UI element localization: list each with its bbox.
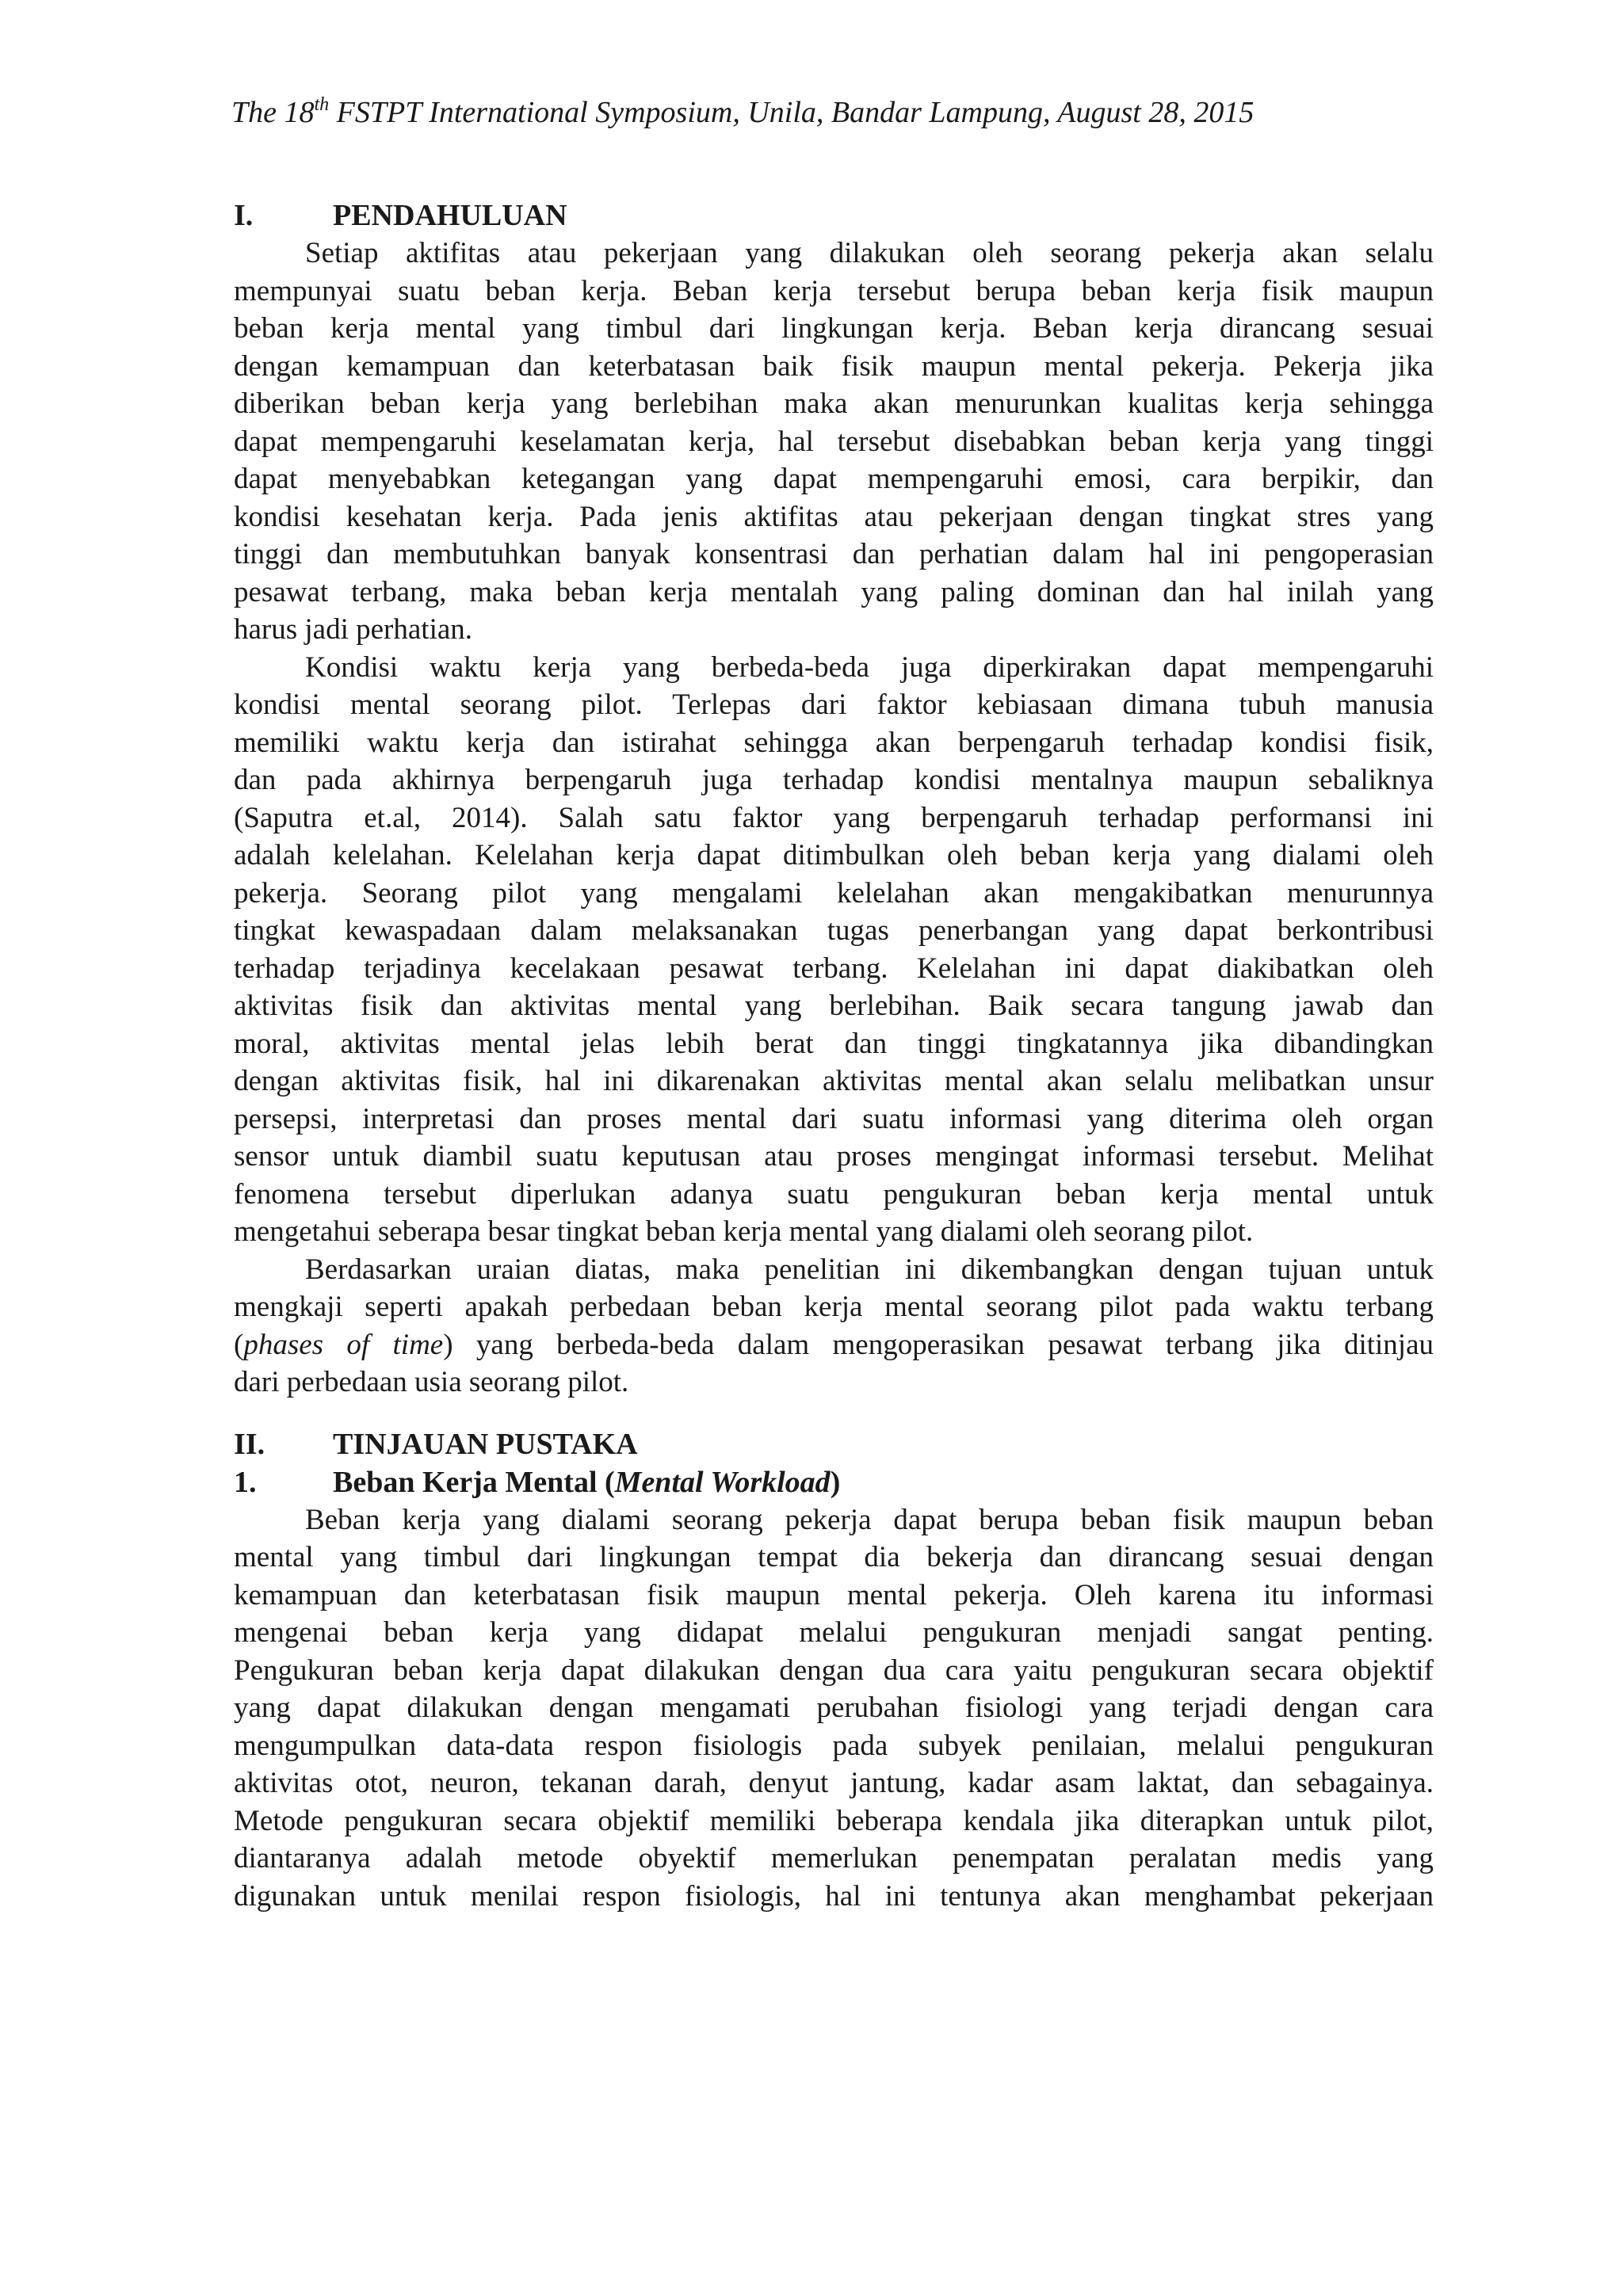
text-line: sensor untuk diambil suatu keputusan atau proses mengingat informasi tersebut. Melihat <box>234 1140 1434 1173</box>
header-rest: FSTPT International Symposium, Unila, Bandar Lampung, August 28, 2015 <box>329 96 1254 129</box>
text-fragment: ( <box>234 1328 244 1361</box>
text-line: persepsi, interpretasi dan proses mental dari suatu informasi yang diterima oleh organ <box>234 1102 1434 1135</box>
header-superscript: th <box>314 94 330 116</box>
subsection-heading-beban-kerja-mental <box>234 1463 1434 1501</box>
text-line: harus jadi perhatian. <box>234 613 473 646</box>
text-line: mengumpulkan data-data respon fisiologis pada subyek penilaian, melalui pengukuran <box>234 1729 1434 1762</box>
text-line: dan pada akhirnya berpengaruh juga terhadap kondisi mentalnya maupun sebaliknya <box>234 764 1434 796</box>
subsection-title-text: ) <box>830 1465 841 1499</box>
text-line: mental yang timbul dari lingkungan tempat dia bekerja dan dirancang sesuai dengan <box>234 1541 1434 1573</box>
subsection-title-text: Beban Kerja Mental ( <box>333 1465 615 1499</box>
text-fragment: ) yang berbeda-beda dalam mengoperasikan pesawat terbang jika ditinjau <box>443 1328 1434 1361</box>
text-line: Pengukuran beban kerja dapat dilakukan dengan dua cara yaitu pengukuran secara objektif <box>234 1653 1434 1687</box>
text-line: pekerja. Seorang pilot yang mengalami kelelahan akan mengakibatkan menurunnya <box>234 876 1434 910</box>
paragraph-intro-2 <box>234 649 1434 1251</box>
text-line: fenomena tersebut diperlukan adanya suatu pengukuran beban kerja mental untuk <box>234 1177 1434 1211</box>
text-line: adalah kelelahan. Kelelahan kerja dapat ditimbulkan oleh beban kerja yang dialami oleh <box>234 839 1434 871</box>
italic-term: phases of time <box>243 1328 444 1361</box>
section-heading-tinjauan-pustaka <box>234 1425 1434 1463</box>
text-line: kondisi mental seorang pilot. Terlepas dari faktor kebiasaan dimana tubuh manusia <box>234 688 1434 721</box>
text-line: dengan aktivitas fisik, hal ini dikarenakan aktivitas mental akan selalu melibatkan unsur <box>234 1065 1434 1097</box>
text-line: pesawat terbang, maka beban kerja mentalah yang paling dominan dan hal inilah yang <box>234 575 1434 608</box>
section-title: TINJAUAN PUSTAKA <box>333 1427 638 1461</box>
header-prefix: The 18 <box>231 96 315 129</box>
paragraph-intro-1 <box>234 235 1434 649</box>
section-heading-pendahuluan <box>234 196 1434 235</box>
section-title: PENDAHULUAN <box>333 199 567 232</box>
text-line: tingkat kewaspadaan dalam melaksanakan tugas penerbangan yang dapat berkontribusi <box>234 914 1434 947</box>
paper-body <box>234 196 1434 1915</box>
text-line: dengan kemampuan dan keterbatasan baik fisik maupun mental pekerja. Pekerja jika <box>234 349 1434 383</box>
text-line: kondisi kesehatan kerja. Pada jenis aktifitas atau pekerjaan dengan tingkat stres yang <box>234 500 1434 533</box>
text-line: Metode pengukuran secara objektif memiliki beberapa kendala jika diterapkan untuk pilot, <box>234 1804 1434 1837</box>
text-line: dari perbedaan usia seorang pilot. <box>234 1366 629 1398</box>
text-line: Kondisi waktu kerja yang berbeda-beda juga diperkirakan dapat mempengaruhi <box>305 650 1434 684</box>
text-line: mengetahui seberapa besar tingkat beban kerja mental yang dialami oleh seorang pilot. <box>234 1215 1254 1248</box>
text-line: diberikan beban kerja yang berlebihan maka akan menurunkan kualitas kerja sehingga <box>234 387 1434 420</box>
text-line: diantaranya adalah metode obyektif memerlukan penempatan peralatan medis yang <box>234 1842 1434 1875</box>
text-line: moral, aktivitas mental jelas lebih berat dan tinggi tingkatannya jika dibandingkan <box>234 1027 1434 1060</box>
text-line: dapat menyebabkan ketegangan yang dapat mempengaruhi emosi, cara berpikir, dan <box>234 463 1434 495</box>
running-header <box>231 93 1436 132</box>
section-gap <box>234 1402 1434 1425</box>
text-line: beban kerja mental yang timbul dari lingkungan kerja. Beban kerja dirancang sesuai <box>234 312 1434 345</box>
text-line: mengkaji seperti apakah perbedaan beban kerja mental seorang pilot pada waktu terbang <box>234 1291 1434 1323</box>
text-line-with-italic <box>234 1326 1434 1364</box>
text-line: (Saputra et.al, 2014). Salah satu faktor yang berpengaruh terhadap performansi ini <box>234 801 1434 834</box>
text-line: tinggi dan membutuhkan banyak konsentrasi dan perhatian dalam hal ini pengoperasian <box>234 538 1434 570</box>
text-line: terhadap terjadinya kecelakaan pesawat terbang. Kelelahan ini dapat diakibatkan oleh <box>234 952 1434 985</box>
text-line: mengenai beban kerja yang didapat melalui pengukuran menjadi sangat penting. <box>234 1616 1434 1649</box>
subsection-title <box>333 1463 840 1501</box>
text-line: digunakan untuk menilai respon fisiologis, hal ini tentunya akan menghambat pekerjaan <box>234 1879 1434 1913</box>
text-line: Beban kerja yang dialami seorang pekerja dapat berupa beban fisik maupun beban <box>305 1503 1434 1536</box>
text-line: memiliki waktu kerja dan istirahat sehingga akan berpengaruh terhadap kondisi fisik, <box>234 726 1434 759</box>
subsection-number: 1. <box>234 1465 257 1499</box>
text-line: aktivitas fisik dan aktivitas mental yang berlebihan. Baik secara tangung jawab dan <box>234 990 1434 1022</box>
paragraph-review-1 <box>234 1501 1434 1916</box>
text-line: kemampuan dan keterbatasan fisik maupun mental pekerja. Oleh karena itu informasi <box>234 1578 1434 1611</box>
text-line: aktivitas otot, neuron, tekanan darah, denyut jantung, kadar asam laktat, dan sebagainya. <box>234 1767 1434 1799</box>
text-line: yang dapat dilakukan dengan mengamati perubahan fisiologi yang terjadi dengan cara <box>234 1691 1434 1724</box>
text-line: Berdasarkan uraian diatas, maka penelitian ini dikembangkan dengan tujuan untuk <box>305 1253 1434 1286</box>
text-line: mempunyai suatu beban kerja. Beban kerja tersebut berupa beban kerja fisik maupun <box>234 274 1434 307</box>
text-line: dapat mempengaruhi keselamatan kerja, hal tersebut disebabkan beban kerja yang tinggi <box>234 425 1434 458</box>
paragraph-intro-3 <box>234 1251 1434 1402</box>
subsection-title-italic: Mental Workload <box>614 1465 831 1499</box>
section-number: II. <box>234 1427 265 1461</box>
text-line: Setiap aktifitas atau pekerjaan yang dilakukan oleh seorang pekerja akan selalu <box>305 237 1434 269</box>
section-number: I. <box>234 199 254 232</box>
